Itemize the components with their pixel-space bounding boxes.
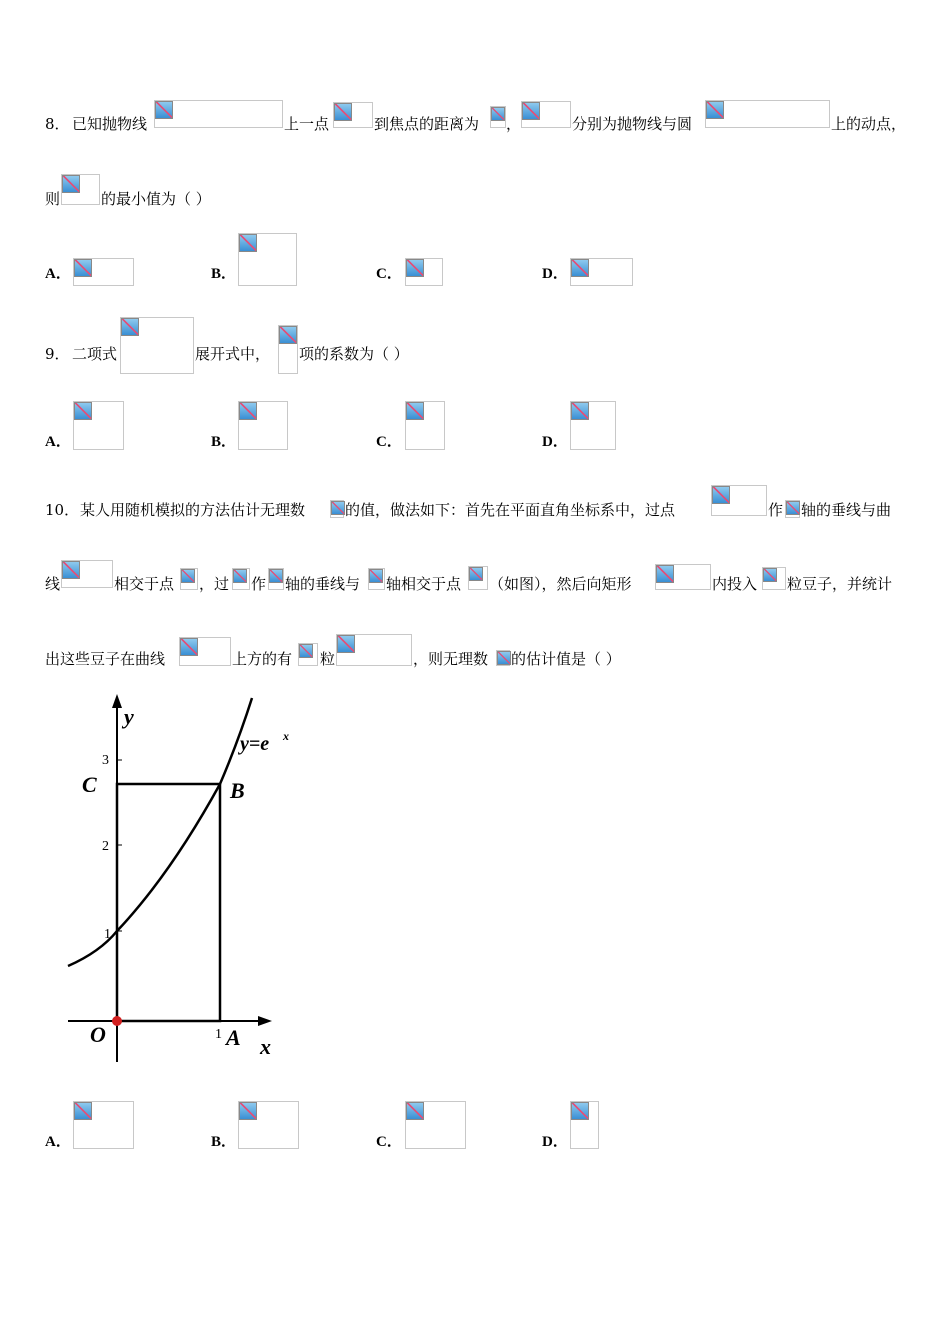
q8-text-8: 的最小值为（ ） bbox=[101, 190, 211, 208]
origin-point bbox=[112, 1016, 122, 1026]
exponential-figure bbox=[60, 690, 300, 1070]
curve-label: y=e bbox=[240, 733, 270, 755]
broken-image-icon bbox=[570, 258, 633, 286]
q10-option-a[interactable]: A． bbox=[45, 1134, 71, 1150]
broken-image-icon bbox=[762, 567, 786, 590]
q8-option-d[interactable]: D． bbox=[542, 266, 568, 282]
tick-label-3: 3 bbox=[102, 753, 109, 768]
q10-text-14: 出这些豆子在曲线 bbox=[45, 650, 166, 668]
q10-text-8: 作 bbox=[251, 575, 267, 593]
q8-text-5: 分别为抛物线与圆 bbox=[572, 115, 693, 133]
x-axis-label: x bbox=[260, 1034, 271, 1059]
q8-text-3: 到焦点的距离为 bbox=[374, 115, 480, 133]
broken-image-icon bbox=[154, 100, 283, 128]
x-axis-arrow bbox=[258, 1016, 272, 1026]
q8-text-1: 已知抛物线 bbox=[72, 115, 148, 133]
broken-image-icon bbox=[238, 1101, 299, 1149]
q9-option-a[interactable]: A． bbox=[45, 434, 71, 450]
curve-label-exponent: x bbox=[283, 729, 289, 743]
broken-image-icon bbox=[405, 258, 443, 286]
broken-image-icon bbox=[570, 401, 616, 450]
broken-image-icon bbox=[705, 100, 830, 128]
q10-text-5: 线 bbox=[45, 575, 61, 593]
q10-text-10: 轴相交于点 bbox=[386, 575, 462, 593]
tick-label-1: 1 bbox=[104, 927, 111, 942]
point-b-label: B bbox=[230, 778, 245, 803]
q10-text-15: 上方的有 bbox=[232, 650, 293, 668]
broken-image-icon bbox=[120, 317, 194, 374]
q10-option-d[interactable]: D． bbox=[542, 1134, 568, 1150]
q10-text-12: 内投入 bbox=[712, 575, 758, 593]
broken-image-icon bbox=[405, 1101, 466, 1149]
q10-number: 10． bbox=[45, 501, 80, 519]
broken-image-icon bbox=[655, 564, 711, 590]
q8-text-6: 上的动点， bbox=[831, 115, 907, 133]
broken-image-icon bbox=[73, 401, 124, 450]
broken-image-icon bbox=[268, 568, 284, 590]
broken-image-icon bbox=[298, 643, 318, 666]
point-a-label: A bbox=[226, 1025, 241, 1050]
broken-image-icon bbox=[61, 560, 113, 588]
q8-number: 8． bbox=[45, 115, 70, 133]
q10-text-7: ，过 bbox=[199, 575, 230, 593]
broken-image-icon bbox=[180, 568, 198, 590]
broken-image-icon bbox=[278, 325, 298, 374]
q8-text-4: ， bbox=[506, 115, 522, 133]
tick-label-x1: 1 bbox=[215, 1027, 222, 1042]
point-c-label: C bbox=[82, 772, 97, 797]
q8-text-7: 则 bbox=[45, 190, 61, 208]
q10-text-13: 粒豆子，并统计 bbox=[787, 575, 893, 593]
origin-label: O bbox=[90, 1022, 106, 1047]
q9-number: 9． bbox=[45, 345, 70, 363]
broken-image-icon bbox=[405, 401, 445, 450]
q10-text-6: 相交于点 bbox=[114, 575, 175, 593]
q10-text-9: 轴的垂线与 bbox=[285, 575, 361, 593]
broken-image-icon bbox=[368, 568, 385, 590]
q10-text-18: 的估计值是（ ） bbox=[511, 650, 621, 668]
q9-text-1: 二项式 bbox=[72, 345, 118, 363]
q10-option-c[interactable]: C． bbox=[376, 1134, 402, 1150]
q9-text-3: 项的系数为（ ） bbox=[299, 345, 409, 363]
broken-image-icon bbox=[336, 634, 412, 666]
q10-text-4: 轴的垂线与曲 bbox=[801, 501, 892, 519]
broken-image-icon bbox=[496, 650, 510, 666]
broken-image-icon bbox=[468, 566, 488, 590]
q8-option-b[interactable]: B． bbox=[211, 266, 237, 282]
broken-image-icon bbox=[570, 1101, 599, 1149]
q10-text-2: 的值，做法如下：首先在平面直角坐标系中，过点 bbox=[345, 501, 676, 519]
q8-option-a[interactable]: A． bbox=[45, 266, 71, 282]
broken-image-icon bbox=[711, 485, 767, 516]
q10-text-11: （如图），然后向矩形 bbox=[489, 575, 632, 593]
q9-text-2: 展开式中， bbox=[195, 345, 271, 363]
y-axis-label: y bbox=[124, 704, 134, 729]
tick-label-2: 2 bbox=[102, 839, 109, 854]
broken-image-icon bbox=[61, 174, 100, 205]
q9-option-b[interactable]: B． bbox=[211, 434, 237, 450]
broken-image-icon bbox=[785, 500, 800, 518]
broken-image-icon bbox=[73, 1101, 134, 1149]
q10-text-16: 粒 bbox=[320, 650, 336, 668]
q8-option-c[interactable]: C． bbox=[376, 266, 402, 282]
broken-image-icon bbox=[238, 401, 288, 450]
y-axis-arrow bbox=[112, 694, 122, 708]
q8-text-2: 上一点 bbox=[284, 115, 330, 133]
broken-image-icon bbox=[232, 568, 250, 590]
broken-image-icon bbox=[521, 101, 571, 128]
q10-text-1: 某人用随机模拟的方法估计无理数 bbox=[80, 501, 306, 519]
broken-image-icon bbox=[333, 102, 373, 128]
q10-option-b[interactable]: B． bbox=[211, 1134, 237, 1150]
q10-text-17: ，则无理数 bbox=[413, 650, 489, 668]
q9-option-c[interactable]: C． bbox=[376, 434, 402, 450]
broken-image-icon bbox=[179, 637, 231, 666]
broken-image-icon bbox=[73, 258, 134, 286]
rectangle-oabc bbox=[117, 784, 220, 1021]
broken-image-icon bbox=[238, 233, 297, 286]
q9-option-d[interactable]: D． bbox=[542, 434, 568, 450]
exp-curve bbox=[68, 698, 252, 966]
broken-image-icon bbox=[490, 106, 506, 128]
q10-text-3: 作 bbox=[768, 501, 784, 519]
broken-image-icon bbox=[330, 500, 344, 518]
